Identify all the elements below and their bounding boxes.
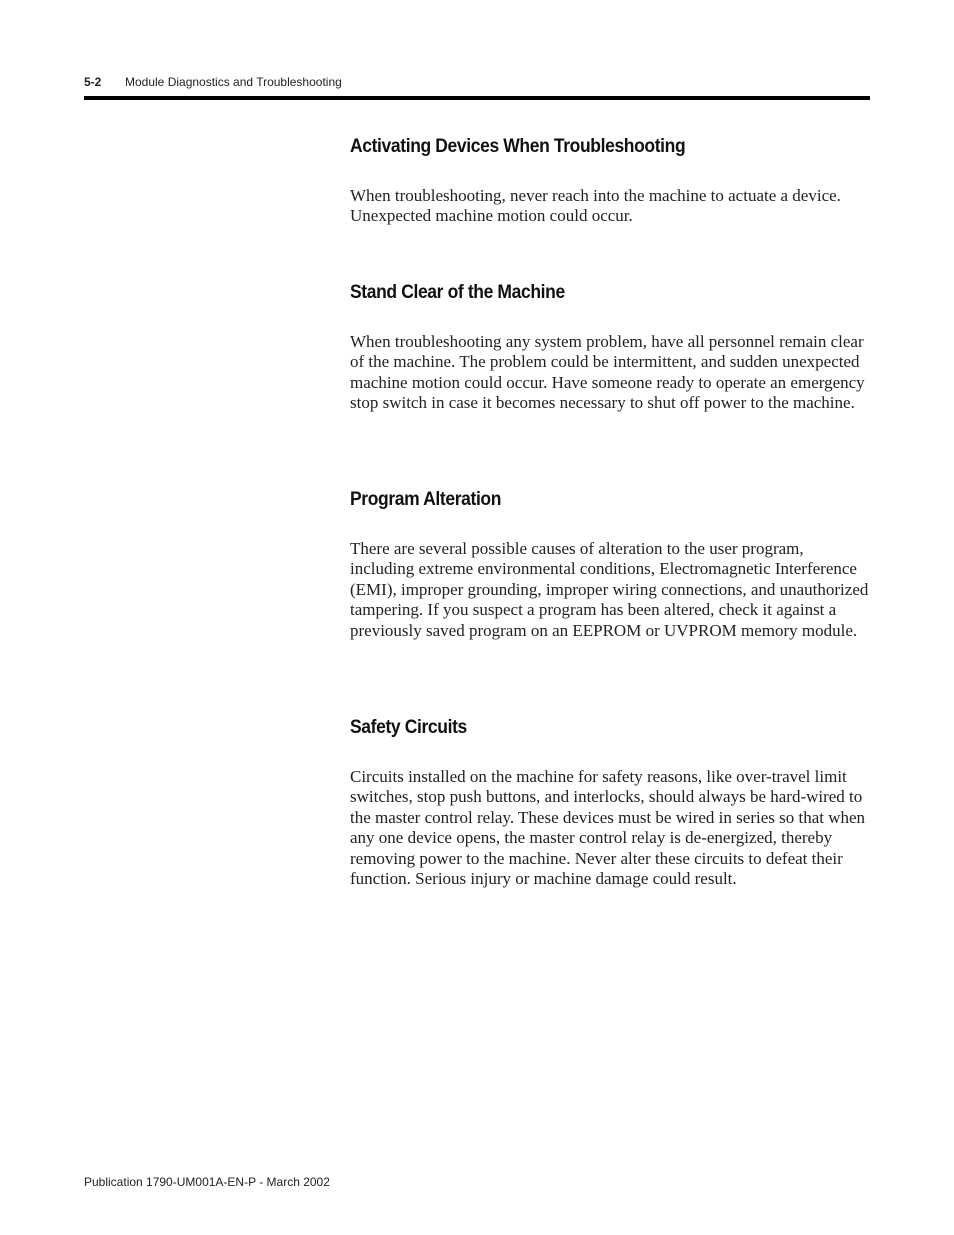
section-body: There are several possible causes of alteration to the user program, including extreme environmental conditions, Electromagnetic Interference (EMI), improper grounding, improper wiring connections, and unauthorized tampering. If you suspect a program has been altered, check it against a previously saved program on an EEPROM or UVPROM memory module.	[350, 539, 869, 640]
page-header	[84, 73, 870, 91]
page-footer: Publication 1790-UM001A-EN-P - March 2002	[84, 1175, 330, 1189]
section-body: When troubleshooting any system problem, have all personnel remain clear of the machine. The problem could be intermittent, and sudden unexpected machine motion could occur. Have someone ready to operate an emergency stop switch in case it becomes necessary to shut off power to the machine.	[350, 332, 865, 413]
section-program-alteration	[350, 489, 870, 641]
section-heading: Program Alteration	[350, 489, 502, 510]
section-safety-circuits	[350, 717, 870, 889]
section-heading: Stand Clear of the Machine	[350, 282, 565, 303]
section-heading: Safety Circuits	[350, 717, 467, 738]
section-body: Circuits installed on the machine for safety reasons, like over-travel limit switches, stop push buttons, and interlocks, should always be hard-wired to the master control relay. These devices must be wired in series so that when any one device opens, the master control relay is de-energized, thereby removing power to the machine. Never alter these circuits to defeat their function. Serious injury or machine damage could result.	[350, 767, 866, 889]
section-heading: Activating Devices When Troubleshooting	[350, 136, 686, 157]
section-body: When troubleshooting, never reach into the machine to actuate a device. Unexpected machine motion could occur.	[350, 186, 841, 226]
running-title: Module Diagnostics and Troubleshooting	[125, 75, 342, 89]
page-number: 5-2	[84, 75, 102, 89]
section-stand-clear	[350, 282, 870, 414]
header-rule	[84, 96, 870, 100]
section-activating-devices	[350, 136, 870, 227]
